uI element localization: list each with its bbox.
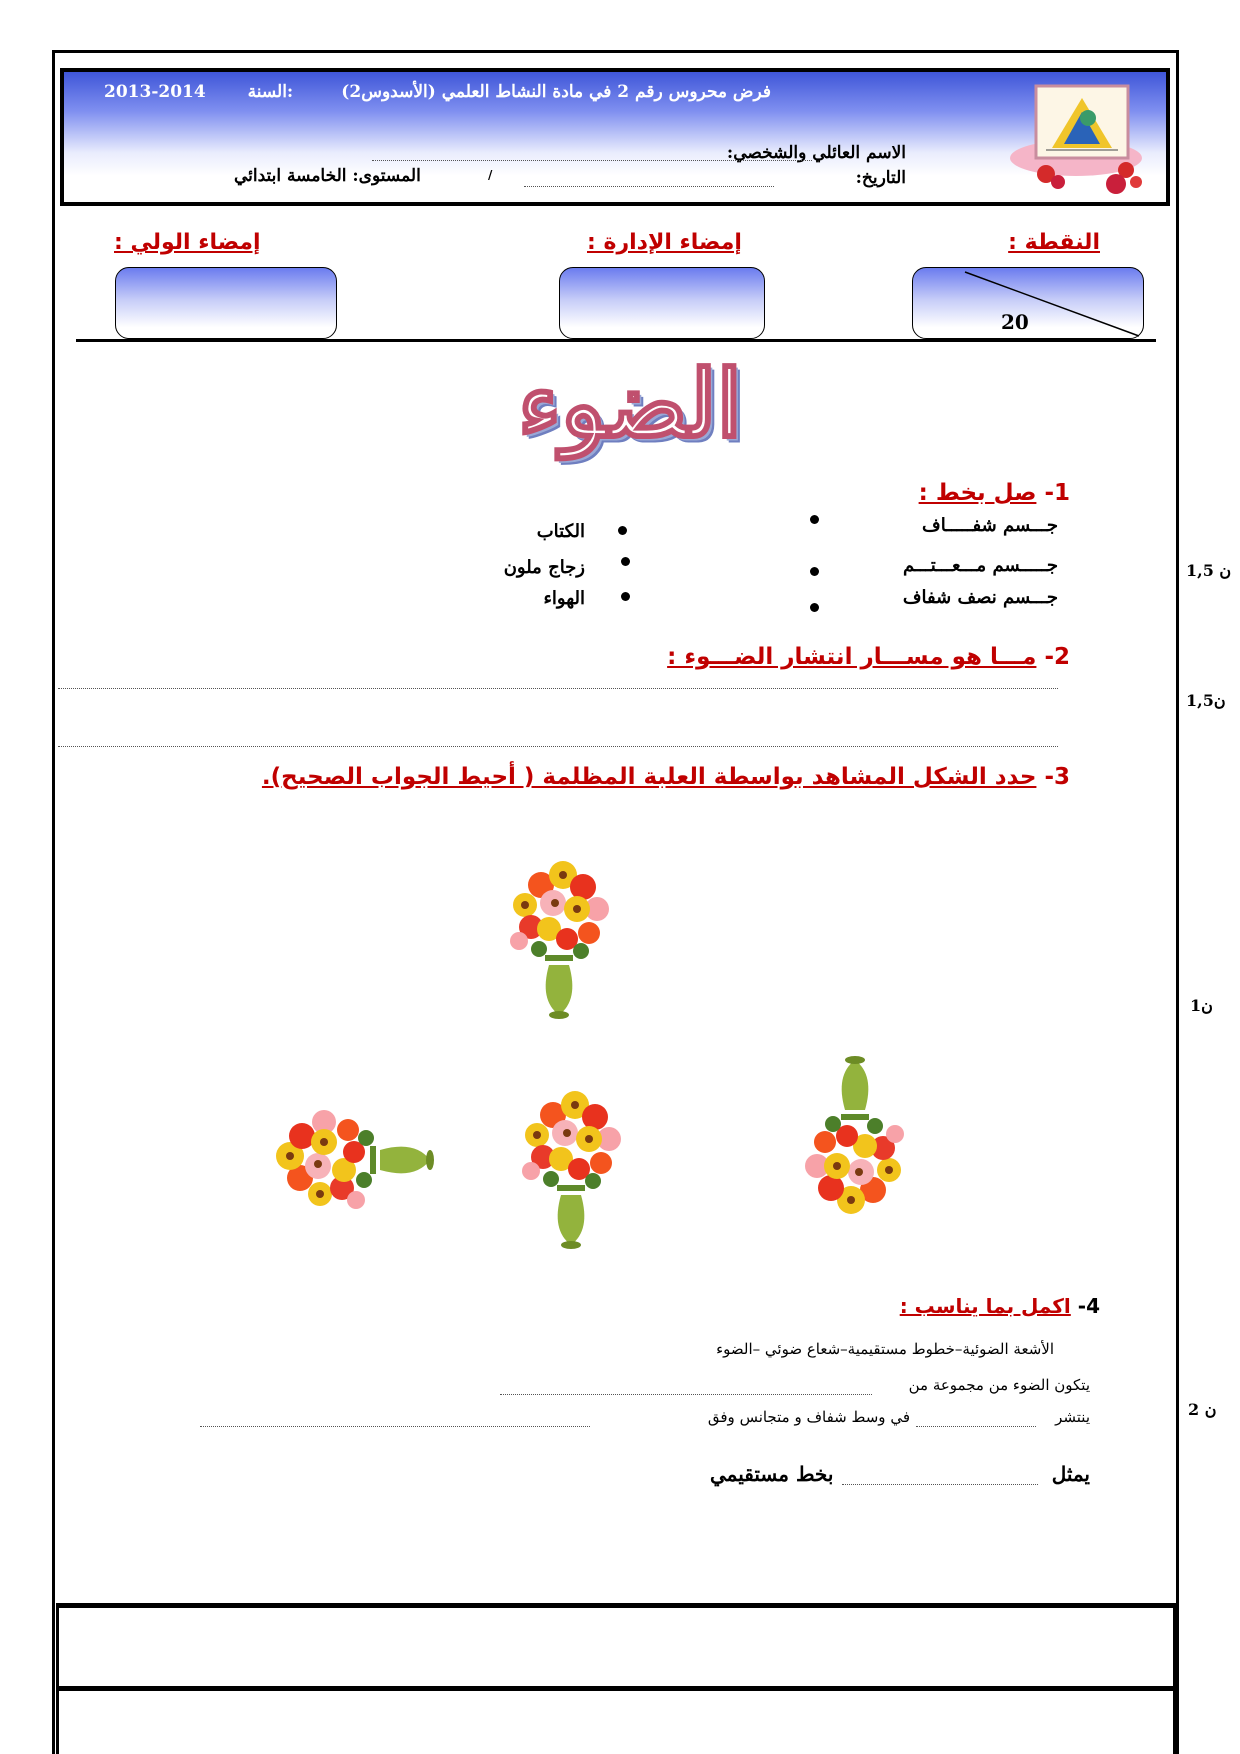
q1-mark: 1,5 ن xyxy=(1186,561,1232,580)
q2-mark: 1,5ن xyxy=(1186,691,1226,710)
footer-box-2 xyxy=(56,1686,1176,1754)
q3-number: 3- xyxy=(1044,764,1070,790)
q1-title: صل بخط : xyxy=(918,480,1037,506)
q3-mark: 1ن xyxy=(1190,996,1213,1015)
q1-left-item-2: جـــــسم مـــعـــتـــم xyxy=(903,555,1058,576)
q1-right-item-1: الكتاب xyxy=(536,521,585,542)
bouquet-upright-object-icon xyxy=(510,861,609,1019)
q3-title: حدد الشكل المشاهد بواسطة العلبة المظلمة ( أحيط الجواب الصحيح). xyxy=(261,764,1037,790)
exam-title: فرض محروس رقم 2 في مادة النشاط العلمي (الأسدوس2) xyxy=(341,82,771,102)
q4-title: اكمل بما يناسب : xyxy=(899,1294,1071,1318)
level-label: المستوى: الخامسة ابتدائي xyxy=(234,166,421,186)
q1-left-item-1: جـــسم شفـــــاف xyxy=(922,515,1058,536)
score-label: النقطة : xyxy=(1008,230,1100,255)
q4-heading xyxy=(900,1294,1100,1318)
admin-signature-label: إمضاء الإدارة : xyxy=(587,230,742,255)
q4-blank-2[interactable] xyxy=(916,1426,1036,1427)
q4-line-3-end: بخط مستقيمي xyxy=(710,1462,834,1486)
bouquet-option-inverted-icon xyxy=(805,1056,904,1214)
lesson-title: الضوء xyxy=(517,350,743,458)
date-label: التاريخ: xyxy=(855,168,906,188)
year-value: 2013-2014 xyxy=(104,82,206,102)
q4-word-bank: الأشعة الضوئية–خطوط مستقيمية–شعاع ضوئي –الضوء xyxy=(716,1340,1054,1358)
bouquet-option-upright-icon xyxy=(522,1091,621,1249)
q4-line-3-start: يمثل xyxy=(1051,1462,1090,1486)
q4-blank-4[interactable] xyxy=(842,1484,1038,1485)
q4-number: 4- xyxy=(1077,1294,1100,1318)
name-label: الاسم العائلي والشخصي: xyxy=(726,143,906,163)
q1-right-item-2: زجاج ملون xyxy=(503,557,585,578)
footer-box-1 xyxy=(56,1603,1176,1691)
q2-title: مـــا هو مســـار انتشار الضـــوء : xyxy=(667,644,1037,670)
q4-blank-3[interactable] xyxy=(200,1426,590,1427)
bouquet-option-rotated-left-icon xyxy=(276,1110,434,1209)
q1-number: 1- xyxy=(1044,480,1070,506)
score-total: 20 xyxy=(1001,310,1029,334)
q4-blank-1[interactable] xyxy=(500,1394,872,1395)
q4-mark: 2 ن xyxy=(1188,1400,1217,1419)
date-separator: / xyxy=(488,168,493,182)
year-label: السنة: xyxy=(247,82,294,102)
q2-number: 2- xyxy=(1044,644,1070,670)
q1-left-item-3: جـــسم نصف شفاف xyxy=(902,587,1058,608)
q4-line-2-end: في وسط شفاف و متجانس وفق xyxy=(707,1408,910,1426)
guardian-signature-label: إمضاء الولي : xyxy=(114,230,261,255)
q1-right-item-3: الهواء xyxy=(543,588,585,609)
q4-line-1-text: يتكون الضوء من مجموعة من xyxy=(908,1376,1090,1394)
q4-line-2-start: ينتشر xyxy=(1055,1408,1090,1426)
